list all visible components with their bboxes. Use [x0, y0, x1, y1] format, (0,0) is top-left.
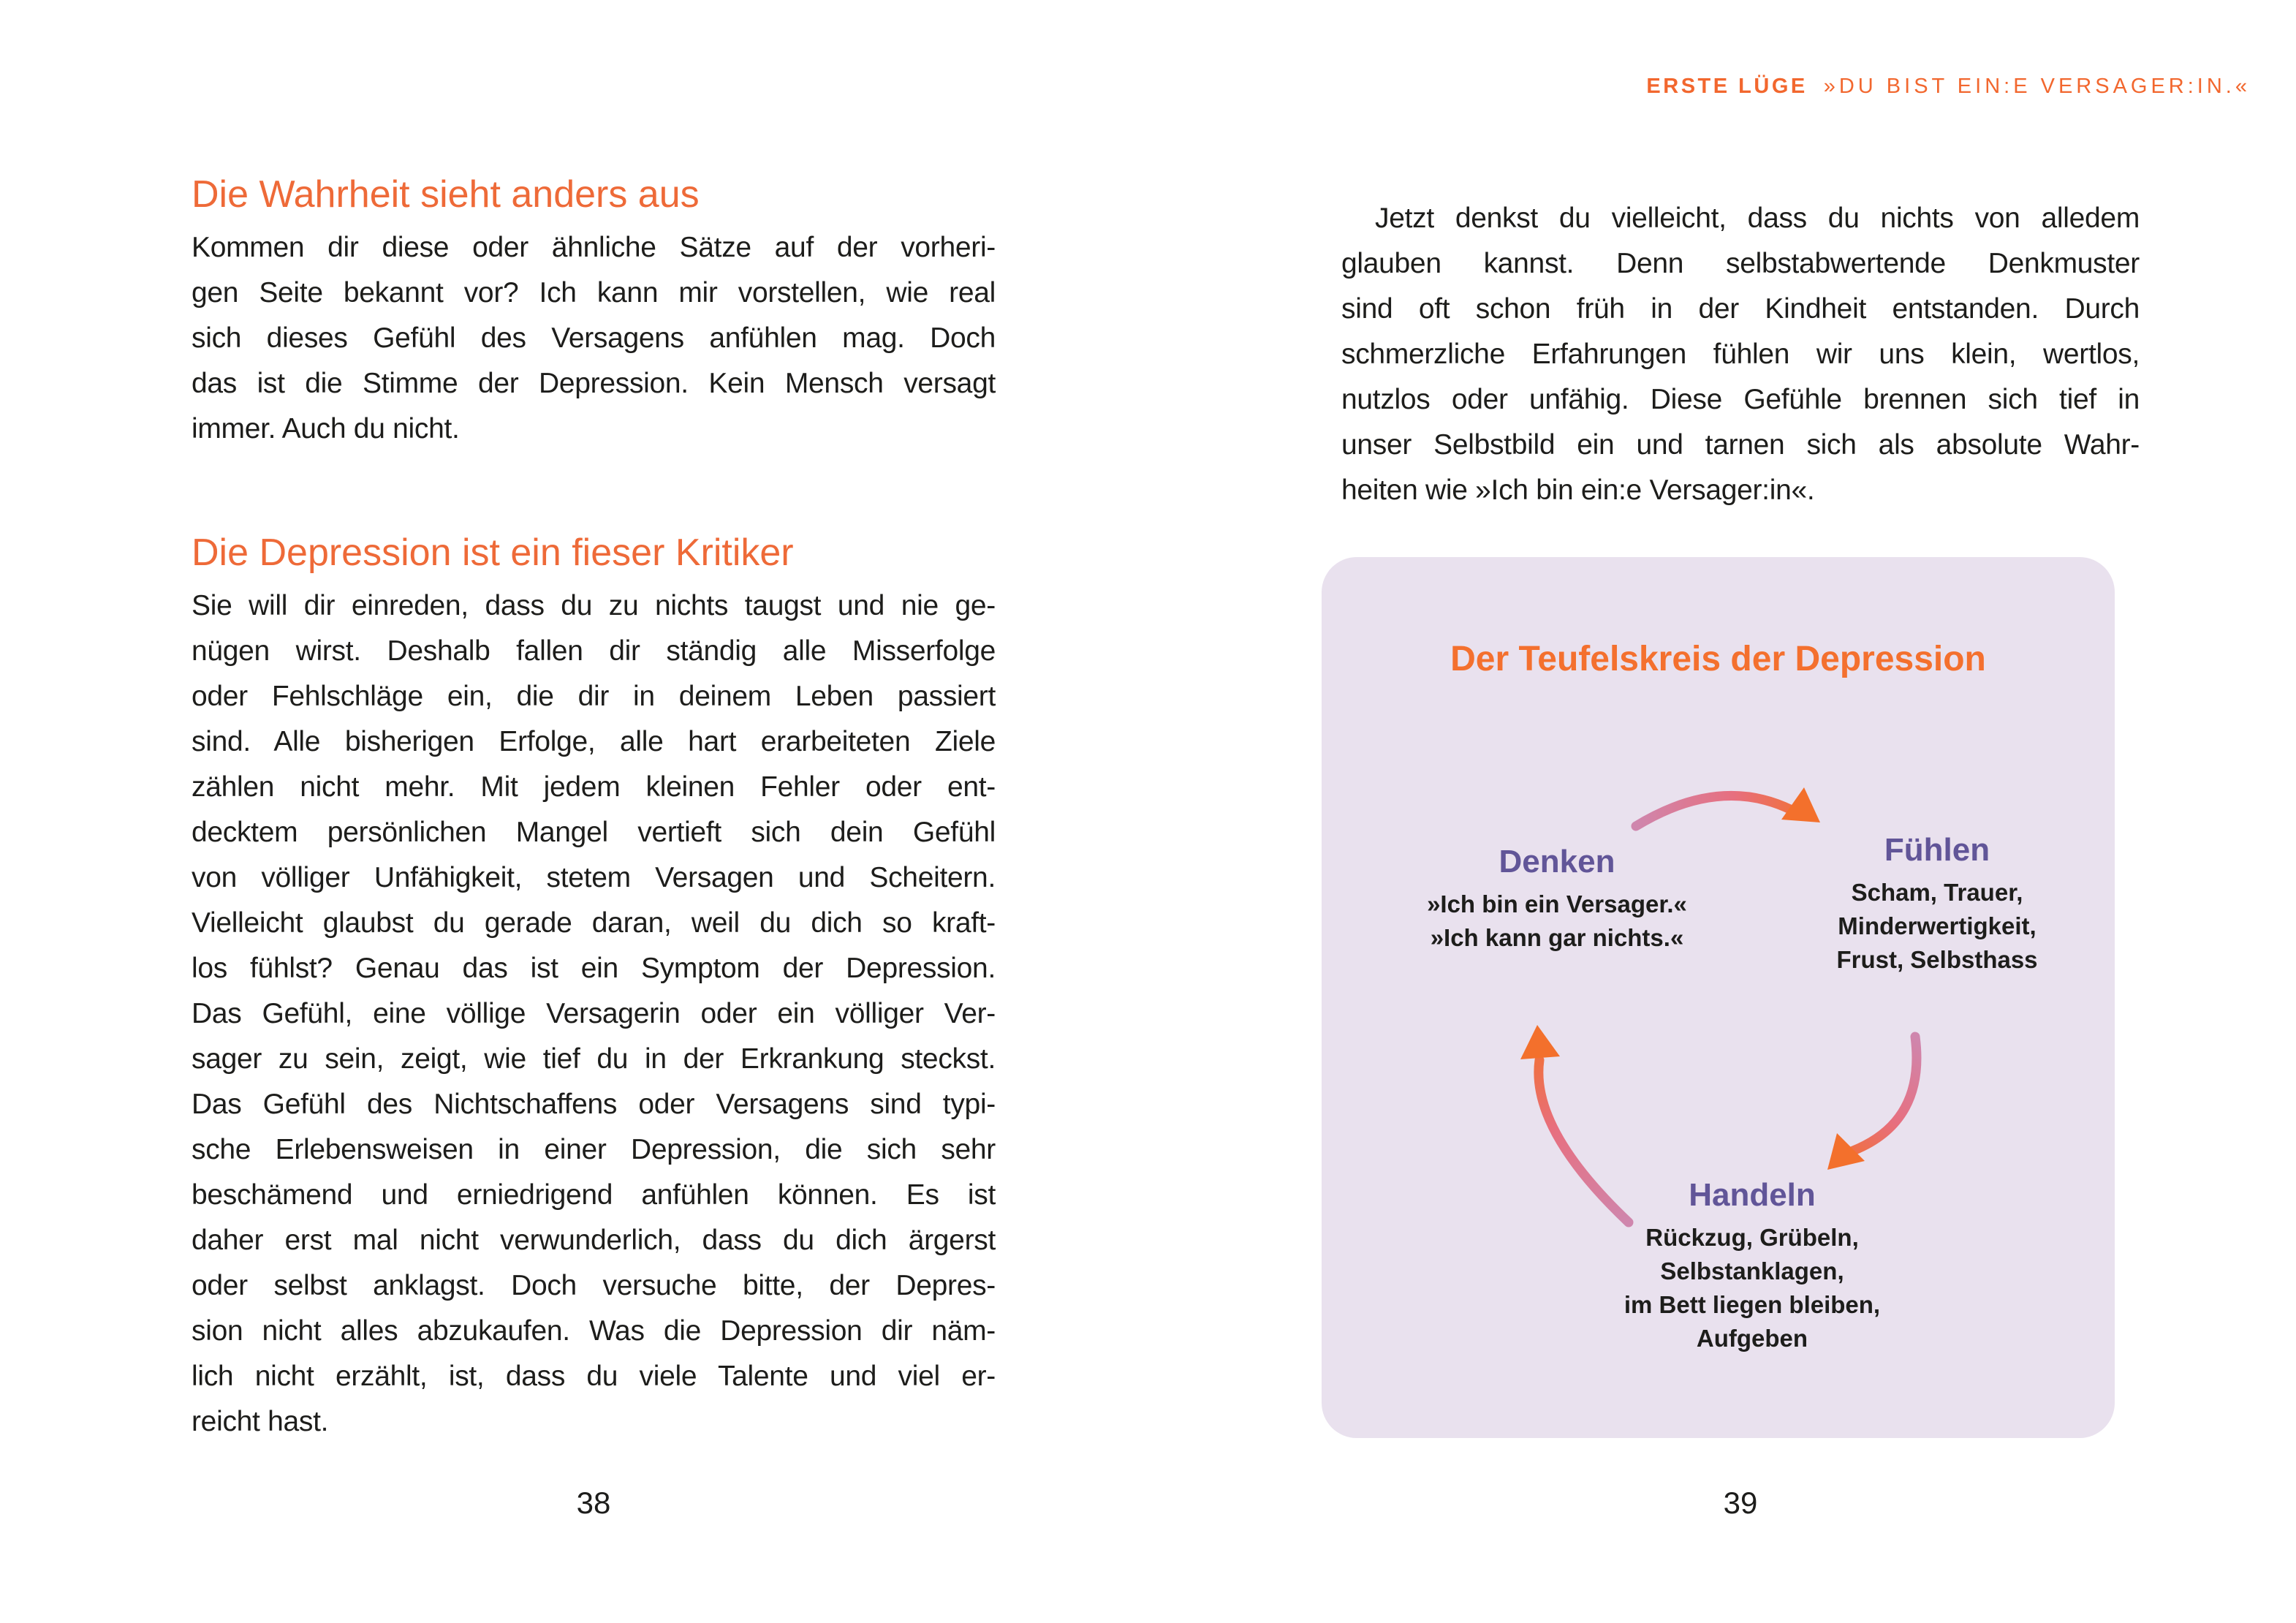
node-text-fuehlen: Scham, Trauer, Minderwertigkeit, Frust, Selbsthass	[1836, 879, 2038, 973]
node-text-denken: »Ich bin ein Versager.« »Ich kann gar nichts.«	[1427, 890, 1687, 951]
paragraph-denkmuster: Jetzt denkst du vielleicht, dass du nichts von alledem glauben kannst. Denn selbstabwertende Denkmuster sind oft schon früh in der Kindheit entstanden. Durch schmerzliche Erfahrungen fühlen wir uns klein, wertlos, nutzlos oder unfähig. Diese Gefühle brennen sich tief in unser Selbstbild ein und tarnen sich als absolute Wahr- heiten wie »Ich bin ein:e Versager:in«.	[1341, 203, 2140, 506]
section-heading-critic: Die Depression ist ein fieser Kritiker	[192, 531, 794, 574]
paragraph-truth: Kommen dir diese oder ähnliche Sätze auf der vorheri- gen Seite bekannt vor? Ich kann mir vorstellen, wie real sich dieses Gefühl des Versagens anfühlen mag. Doch das ist die Stimme der Depression. Kein Mensch versagt immer. Auch du nicht.	[192, 232, 996, 444]
left-page	[192, 0, 996, 1623]
page-number-left: 38	[576, 1486, 611, 1520]
node-label-fuehlen: Fühlen	[1884, 832, 1990, 868]
teufelskreis-diagram	[1322, 557, 2115, 1438]
diagram-node-denken	[1382, 844, 1732, 955]
section-heading-truth: Die Wahrheit sieht anders aus	[192, 173, 700, 216]
diagram-title: Der Teufelskreis der Depression	[1450, 640, 1986, 678]
running-header-chapter: ERSTE LÜGE	[1646, 75, 1808, 98]
arrowhead-handeln-to-denken	[1520, 1025, 1560, 1059]
diagram-node-fuehlen	[1776, 832, 2098, 977]
node-text-handeln: Rückzug, Grübeln, Selbstanklagen, im Bett liegen bleiben, Aufgeben	[1624, 1224, 1881, 1352]
arrow-denken-to-fuehlen	[1636, 787, 1820, 826]
arrow-fuehlen-to-handeln	[1827, 1037, 1917, 1170]
diagram-node-handeln	[1577, 1177, 1928, 1355]
running-header-quote: »DU BIST EIN:E VERSAGER:IN.«	[1823, 75, 2251, 98]
node-label-handeln: Handeln	[1689, 1177, 1816, 1213]
paragraph-critic: Sie will dir einreden, dass du zu nichts taugst und nie ge- nügen wirst. Deshalb fallen dir ständig alle Misserfolge oder Fehlschläge ein, die dir in deinem Leben passiert sind. Alle bisherigen Erfolge, alle hart erarbeiteten Ziele zählen nicht mehr. Mit jedem kleinen Fehler oder ent- decktem persönlichen Mangel vertieft sich dein Gefühl von völliger Unfähigkeit, stetem Versagen und Scheitern. Vielleicht glaubst du gerade daran, weil du dich so kraft- los fühlst? Genau das ist ein Symptom der Depression. Das Gefühl, eine völlige Versagerin oder ein völliger Ver- sager zu sein, zeigt, wie tief du in der Erkrankung steckst. Das Gefühl des Nichtschaffens oder Versagens sind typi- sche Erlebensweisen in einer Depression, die sich sehr beschämend und erniedrigend anfühlen können. Es ist daher erst mal nicht verwunderlich, dass du dich ärgerst oder selbst anklagst. Doch versuche bitte, der Depres- sion nicht alles abzukaufen. Was die Depression dir näm- lich nicht erzählt, ist, dass du viele Talente und viel er- reicht hast.	[192, 590, 996, 1437]
node-label-denken: Denken	[1499, 844, 1615, 879]
page-number-right: 39	[1723, 1486, 1758, 1520]
right-page	[1341, 0, 2140, 1623]
